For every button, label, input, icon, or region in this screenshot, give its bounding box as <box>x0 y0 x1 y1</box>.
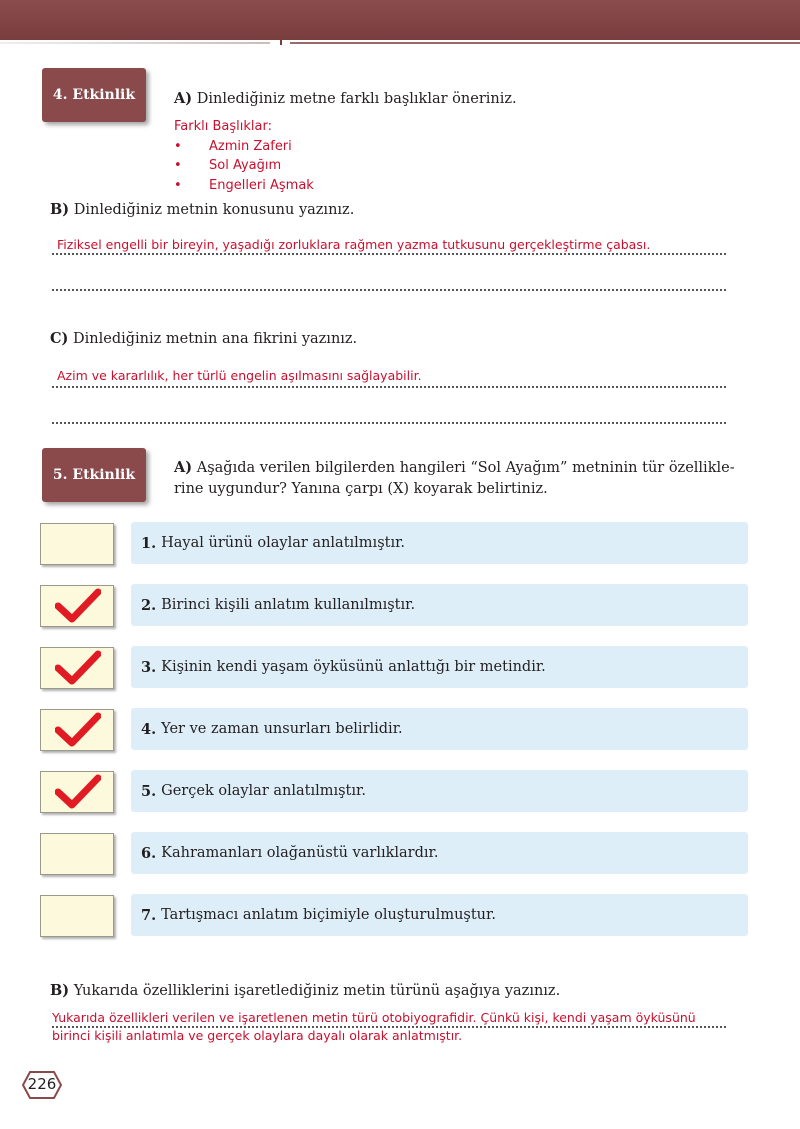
header-tick <box>280 36 282 45</box>
item-number: 4. <box>141 720 157 738</box>
activity-5-badge-label: 5. Etkinlik <box>52 467 136 483</box>
question-b-label: B) <box>50 982 70 999</box>
item-checkbox[interactable] <box>40 833 114 875</box>
activity-4-badge <box>42 68 146 122</box>
item-checkbox[interactable] <box>40 585 114 627</box>
header-rule <box>0 40 800 46</box>
property-row <box>131 894 748 936</box>
suggestion-text: Sol Ayağım <box>209 158 282 173</box>
suggestions-title: Farklı Başlıklar: <box>174 119 272 134</box>
item-text: Kişinin kendi yaşam öyküsünü anlattığı bir metindir. <box>161 659 546 675</box>
page-number-badge <box>22 1071 62 1099</box>
activity-5-question-b <box>50 980 560 1002</box>
answer-line-3 <box>52 386 726 388</box>
question-a-line-2: rine uygundur? Yanına çarpı (X) koyarak belirtiniz. <box>174 481 548 497</box>
item-text: Tartışmacı anlatım biçimiyle oluşturulmuştur. <box>161 907 496 923</box>
property-row <box>131 584 748 626</box>
suggestion-item <box>174 176 314 196</box>
question-c-text: Dinlediğiniz metnin ana fikrini yazınız. <box>73 331 358 347</box>
bullet-icon: • <box>174 177 182 193</box>
property-row <box>131 832 748 874</box>
item-text: Hayal ürünü olaylar anlatılmıştır. <box>161 535 406 551</box>
property-row <box>131 646 748 688</box>
answer-line-1 <box>52 253 726 255</box>
question-a-label: A) <box>174 459 193 476</box>
activity-4-badge-label: 4. Etkinlik <box>52 87 136 103</box>
question-b-text: Yukarıda özelliklerini işaretlediğiniz metin türünü aşağıya yazınız. <box>73 983 561 999</box>
activity-4-question-b <box>50 199 354 221</box>
question-a-label: A) <box>174 90 193 107</box>
item-number: 3. <box>141 658 157 676</box>
item-number: 2. <box>141 596 157 614</box>
checkmark-icon <box>55 774 101 810</box>
title-suggestions <box>174 117 314 195</box>
answer-genre-line-2: birinci kişili anlatımla ve gerçek olaylara dayalı olarak anlatmıştır. <box>52 1028 463 1043</box>
activity-4-question-c <box>50 328 357 350</box>
item-number: 7. <box>141 906 157 924</box>
suggestion-item <box>174 156 314 176</box>
item-number: 5. <box>141 782 157 800</box>
suggestions-list <box>174 137 314 196</box>
bullet-icon: • <box>174 138 182 154</box>
suggestion-item <box>174 137 314 157</box>
property-row <box>131 770 748 812</box>
question-b-text: Dinlediğiniz metnin konusunu yazınız. <box>73 202 355 218</box>
property-row <box>131 708 748 750</box>
suggestion-text: Azmin Zaferi <box>209 138 292 154</box>
checkmark-icon <box>55 650 101 686</box>
item-checkbox[interactable] <box>40 647 114 689</box>
item-checkbox[interactable] <box>40 771 114 813</box>
answer-genre-line-1: Yukarıda özellikleri verilen ve işaretlenen metin türü otobiyografidir. Çünkü kişi, kendi yaşam öyküsünü <box>52 1010 696 1025</box>
answer-main-idea: Azim ve kararlılık, her türlü engelin aşılmasını sağlayabilir. <box>57 368 422 383</box>
item-text: Yer ve zaman unsurları belirlidir. <box>161 721 403 737</box>
page-number: 226 <box>27 1075 57 1093</box>
activity-5-question-a <box>174 457 735 500</box>
question-a-text: Dinlediğiniz metne farklı başlıklar öneriniz. <box>196 91 517 107</box>
item-number: 1. <box>141 534 157 552</box>
item-text: Gerçek olaylar anlatılmıştır. <box>161 783 366 799</box>
checkmark-icon <box>55 712 101 748</box>
checkmark-icon <box>55 588 101 624</box>
answer-topic: Fiziksel engelli bir bireyin, yaşadığı zorluklara rağmen yazma tutkusunu gerçekleştirme çabası. <box>57 237 651 252</box>
bullet-icon: • <box>174 158 182 173</box>
question-c-label: C) <box>50 330 69 347</box>
item-checkbox[interactable] <box>40 709 114 751</box>
item-text: Kahramanları olağanüstü varlıklardır. <box>161 845 439 861</box>
activity-5-badge <box>42 448 146 502</box>
item-checkbox[interactable] <box>40 523 114 565</box>
item-number: 6. <box>141 844 157 862</box>
property-row <box>131 522 748 564</box>
item-text: Birinci kişili anlatım kullanılmıştır. <box>161 597 416 613</box>
item-checkbox[interactable] <box>40 895 114 937</box>
answer-line-4 <box>52 422 726 424</box>
question-b-label: B) <box>50 201 70 218</box>
suggestion-text: Engelleri Aşmak <box>209 177 314 193</box>
question-a-line-1: Aşağıda verilen bilgilerden hangileri “Sol Ayağım” metninin tür özellikle- <box>196 460 735 476</box>
activity-4-question-a <box>174 88 517 110</box>
answer-line-2 <box>52 289 726 291</box>
header-bar <box>0 0 800 40</box>
